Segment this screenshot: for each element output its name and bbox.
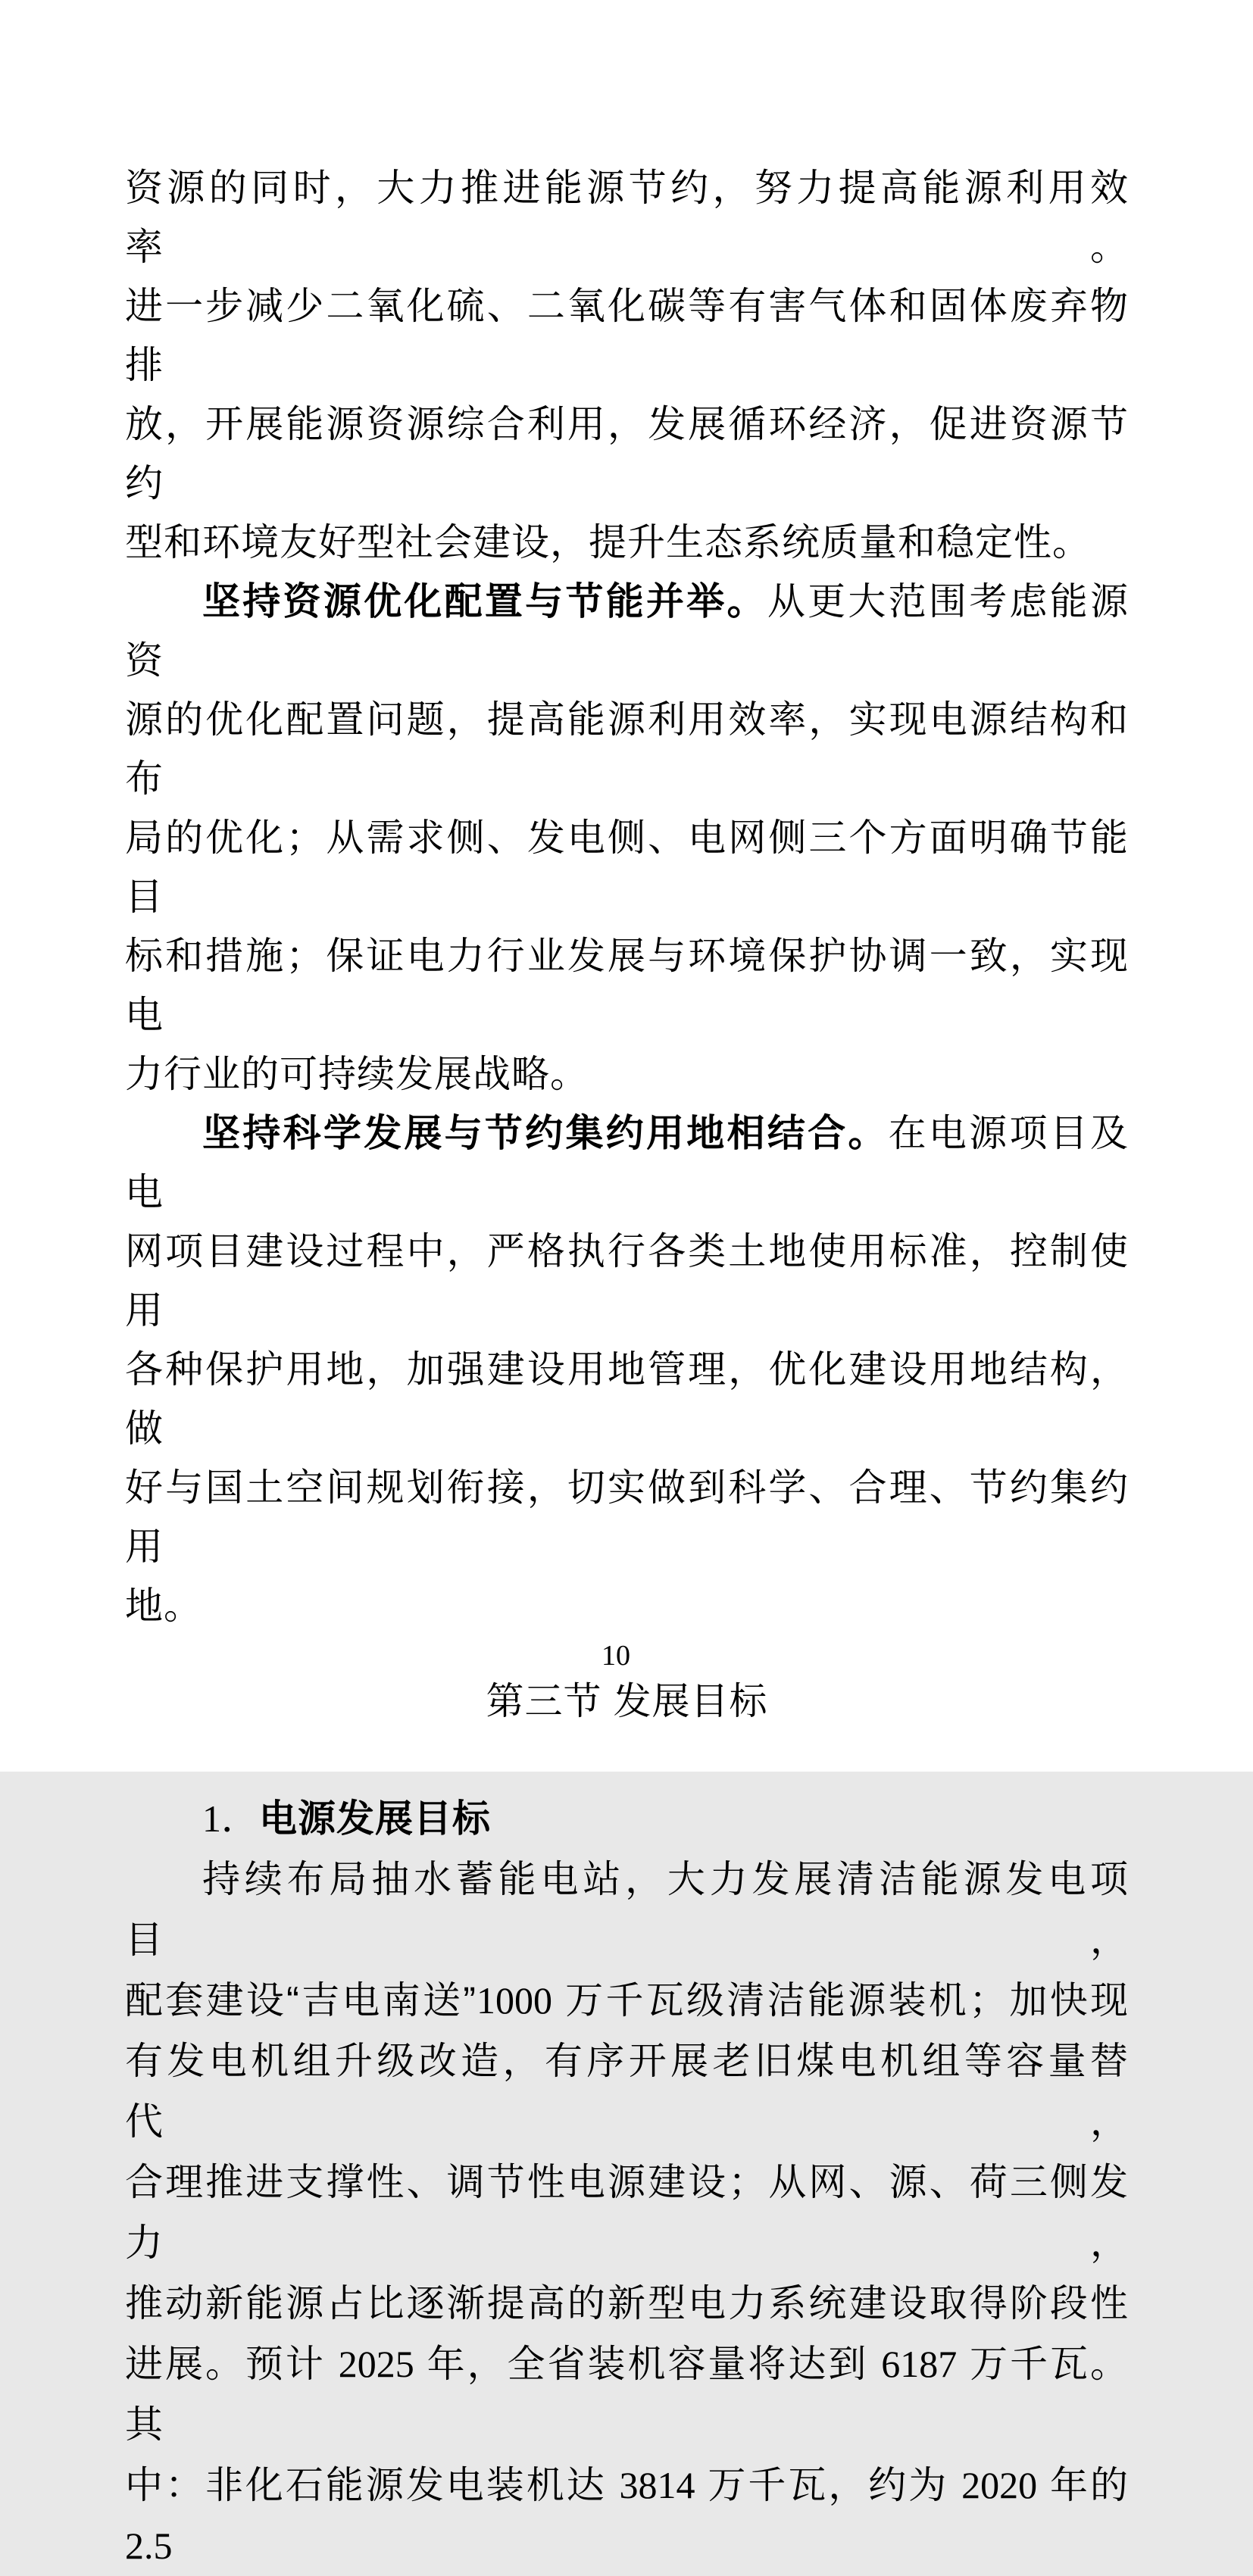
text-line bbox=[125, 808, 1129, 926]
text-line bbox=[125, 1044, 1129, 1104]
text-segment: 力行业的可持续发展战略。 bbox=[125, 1053, 589, 1095]
bold-text-segment: 坚持科学发展与节约集约用地相结合。 bbox=[202, 1112, 889, 1154]
text-segment: 源的优化配置问题，提高能源利用效率，实现电源结构和布 bbox=[125, 698, 1129, 800]
text-segment: 局的优化；从需求侧、发电侧、电网侧三个方面明确节能目 bbox=[125, 817, 1129, 918]
sub-heading bbox=[125, 1788, 1129, 1849]
text-segment: 放，开展能源资源综合利用，发展循环经济，促进资源节约 bbox=[125, 403, 1129, 504]
text-segment: 网项目建设过程中，严格执行各类土地使用标准，控制使用 bbox=[125, 1230, 1129, 1332]
text-segment: 年，全省装机容量将达到 bbox=[414, 2343, 882, 2385]
text-segment: 万千瓦，约为 bbox=[695, 2464, 962, 2506]
text-segment: 年的 bbox=[1037, 2464, 1129, 2506]
numeral-segment: 2025 bbox=[338, 2343, 414, 2385]
numeral-segment: 1000 bbox=[476, 1979, 552, 2022]
text-line bbox=[125, 690, 1129, 808]
text-segment: 型和环境友好型社会建设，提升生态系统质量和稳定性。 bbox=[125, 521, 1091, 564]
text-line bbox=[125, 926, 1129, 1044]
text-line bbox=[125, 2334, 1129, 2455]
paragraph bbox=[125, 1104, 1129, 1635]
text-segment: 万千瓦级清洁能源装机；加快现 bbox=[552, 1979, 1129, 2022]
page-number: 10 bbox=[602, 1640, 630, 1672]
text-segment: 万千瓦。其 bbox=[125, 2343, 1129, 2446]
paragraph bbox=[125, 1849, 1129, 2576]
text-line bbox=[125, 2273, 1129, 2334]
text-line bbox=[125, 395, 1129, 513]
text-line bbox=[125, 1849, 1129, 1970]
text-segment: 中：非化石能源发电装机达 bbox=[125, 2464, 620, 2506]
text-line bbox=[125, 1970, 1129, 2031]
text-segment: 进展。预计 bbox=[125, 2343, 339, 2385]
text-segment: 合理推进支撑性、调节性电源建设；从网、源、荷三侧发力， bbox=[125, 2161, 1129, 2264]
paragraph bbox=[125, 158, 1129, 572]
text-line bbox=[125, 2152, 1129, 2273]
text-line bbox=[125, 158, 1129, 276]
text-segment: 进一步减少二氧化硫、二氧化碳等有害气体和固体废弃物排 bbox=[125, 285, 1129, 386]
text-segment: 持续布局抽水蓄能电站，大力发展清洁能源发电项目， bbox=[125, 1858, 1129, 1961]
text-line bbox=[125, 2031, 1129, 2152]
text-line bbox=[125, 1340, 1129, 1458]
text-segment: 资源的同时，大力推进能源节约，努力提高能源利用效率。 bbox=[125, 167, 1129, 268]
text-segment: 地。 bbox=[125, 1585, 202, 1627]
text-segment: 各种保护用地，加强建设用地管理，优化建设用地结构，做 bbox=[125, 1348, 1129, 1450]
text-segment: 推动新能源占比逐渐提高的新型电力系统建设取得阶段性 bbox=[125, 2282, 1129, 2325]
text-segment: 好与国土空间规划衔接，切实做到科学、合理、节约集约用 bbox=[125, 1466, 1129, 1568]
text-line bbox=[125, 572, 1129, 690]
text-segment: 从更大范围考虑能源资 bbox=[125, 580, 1130, 682]
bold-text-segment: 电源发展目标 bbox=[259, 1797, 491, 1840]
numeral-segment: 2.5 bbox=[125, 2524, 173, 2567]
text-line bbox=[125, 1104, 1129, 1222]
text-segment: 标和措施；保证电力行业发展与环境保护协调一致，实现电 bbox=[125, 935, 1129, 1036]
text-line bbox=[125, 2455, 1129, 2576]
text-segment: 有发电机组升级改造，有序开展老旧煤电机组等容量替代， bbox=[125, 2040, 1129, 2143]
text-segment: 在电源项目及电 bbox=[125, 1112, 1130, 1213]
text-line bbox=[125, 513, 1129, 572]
numeral-segment: 6187 bbox=[881, 2343, 958, 2385]
numeral-segment: 1． bbox=[202, 1797, 259, 1840]
paragraph bbox=[125, 572, 1129, 1104]
numeral-segment: 2020 bbox=[961, 2464, 1038, 2506]
text-line bbox=[125, 1576, 1129, 1635]
numeral-segment: 3814 bbox=[619, 2464, 695, 2506]
text-line bbox=[125, 276, 1129, 395]
text-line bbox=[125, 1458, 1129, 1576]
text-segment: 配套建设“吉电南送” bbox=[125, 1979, 477, 2022]
section-heading: 第三节 发展目标 bbox=[486, 1680, 768, 1722]
text-line bbox=[125, 1222, 1129, 1340]
bold-text-segment: 坚持资源优化配置与节能并举。 bbox=[202, 580, 767, 623]
